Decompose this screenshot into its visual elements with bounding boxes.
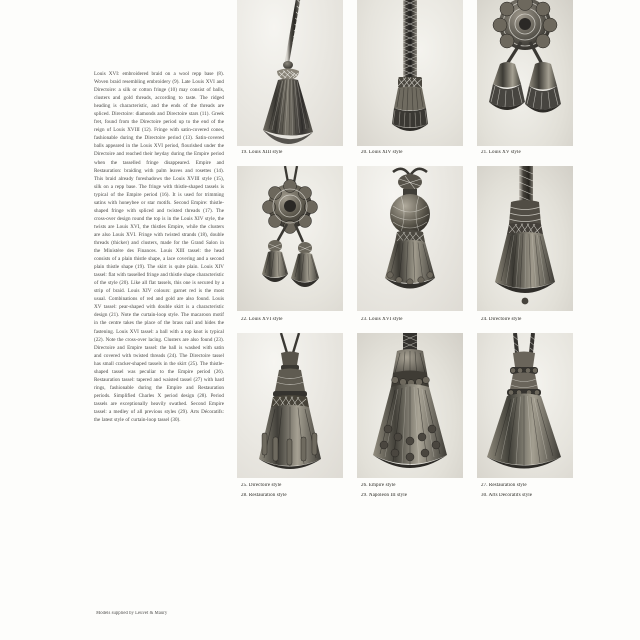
plate-caption-27: 27. Restauration style — [481, 483, 527, 488]
plate-photo-23 — [357, 166, 463, 311]
plate-photo-25-28 — [237, 333, 343, 478]
louis-xv-tassel-illustration — [477, 0, 573, 146]
plate-caption-22: 22. Louis XVI style — [241, 317, 283, 322]
plate-photo-26-29 — [357, 333, 463, 478]
plate-photo-22 — [237, 166, 343, 311]
models-credit-line: Models supplied by Leuvet & Maury — [96, 611, 168, 616]
plate-photo-27-30 — [477, 333, 573, 478]
plate-caption-26: 26. Empire style — [361, 483, 396, 488]
plate-caption-20: 20. Louis XIV style — [361, 150, 403, 155]
plate-caption-25: 25. Directoire style — [241, 483, 282, 488]
directoire-restauration-tassel-illustration — [237, 333, 343, 478]
plate-caption-28: 28. Restauration style — [241, 493, 287, 498]
plate-caption-24: 24. Directoire style — [481, 317, 522, 322]
plate-caption-30: 30. Arts Décoratifs style — [481, 493, 533, 498]
plate-photo-20 — [357, 0, 463, 146]
plate-photo-21 — [477, 0, 573, 146]
louis-xvi-rosette-tassel-illustration — [237, 166, 343, 311]
louis-xiv-tassel-illustration — [357, 0, 463, 146]
article-paragraph: Louis XVI: embroidered braid on a wool repp base (8). Woven braid resembling embroidery (9). Late Louis XVI and Directoire: a silk or cotton fringe (10) may consist of balls, clusters and gold threads, according to taste. The ridged heading is characteristic, and the ends of the threads are spliced. Directoire: diamonds and Directoire stars (11). Greek fret, found from the Directoire period up to the end of the reign of Louis XVIII (12). Fringe with satin-covered cones, fashionable during the Directoire period (13). Satin-covered balls appeared in the Louis XVI period, flourished under the Directoire and reached their heyday during the Empire period when the tasselled fringe disappeared. Empire and Restauration: braiding with palm leaves and rosettes (14). This braid already foreshadows the Louis XVIII style (15), silk on a repp base. The fringe with thistle-shaped tassels is typical of the Empire period (16). It is used for trimming satins with honeybee or star motifs. Second Empire: thistle-shaped fringe with spliced and twisted threads (17). The cross-over design round the top is in the Louis XIV style, the twists are Louis XVI, the thistles Empire, while the clusters are also Louis XVI. Fringe with twisted strands (18), double threads (thicker) and clusters, made for the Grand Salon in the Ministère des Finances. Louis XIII tassel: the head consists of a plain thistle shape, a lace covering and a second plain thistle shape (19). The skirt is quite plain. Louis XIV tassel: flat with tasselled fringe and thistle shape characteristic of the style (20). Like all flat tassels, this one is secured by a strip of braid. Louis XIV colours: garnet red is the most usual. Combinations of red and gold are also found. Louis XV tassel: pear-shaped with double skirt is a characteristic design (21). Note the curtain-loop style. The macaroon motif in the centre takes the place of the brass nail and hides the fastening. Louis XVI tassel: a ball with a top knot is typical (22). Note the cross-over lacing. Clusters are also found (23). Directoire and Empire tassel: the ball is washed with satin and covered with twisted threads (24). The Directoire tassel has small cracker-shaped tassels in the skirt (25). The thistle-shaped tassel was peculiar to the Empire period (26). Restauration tassel: tapered and waisted tassel (27) with hard rings, fashionable during the Empire and Restauration periods. Simplified Charles X period design (28). Period tassels are exceptionally heavily swathed. Second Empire tassel: a medley of all previous styles (29). Arts Décoratifs: the latest style of curtain-loop tassel (30). — [94, 71, 224, 424]
louis-xiii-tassel-illustration — [237, 0, 343, 146]
plate-caption-21: 21. Louis XV style — [481, 150, 521, 155]
restauration-arts-decoratifs-tassel-illustration — [477, 333, 573, 478]
empire-napoleon-iii-tassel-illustration — [357, 333, 463, 478]
louis-xvi-ball-tassel-illustration — [357, 166, 463, 311]
directoire-tassel-illustration — [477, 166, 573, 311]
plate-photo-24 — [477, 166, 573, 311]
plate-caption-19: 19. Louis XIII style — [241, 150, 283, 155]
plate-caption-29: 29. Napoleon III style — [361, 493, 408, 498]
article-text-column — [94, 70, 224, 630]
plate-photo-19 — [237, 0, 343, 146]
plate-caption-23: 23. Louis XVI style — [361, 317, 403, 322]
